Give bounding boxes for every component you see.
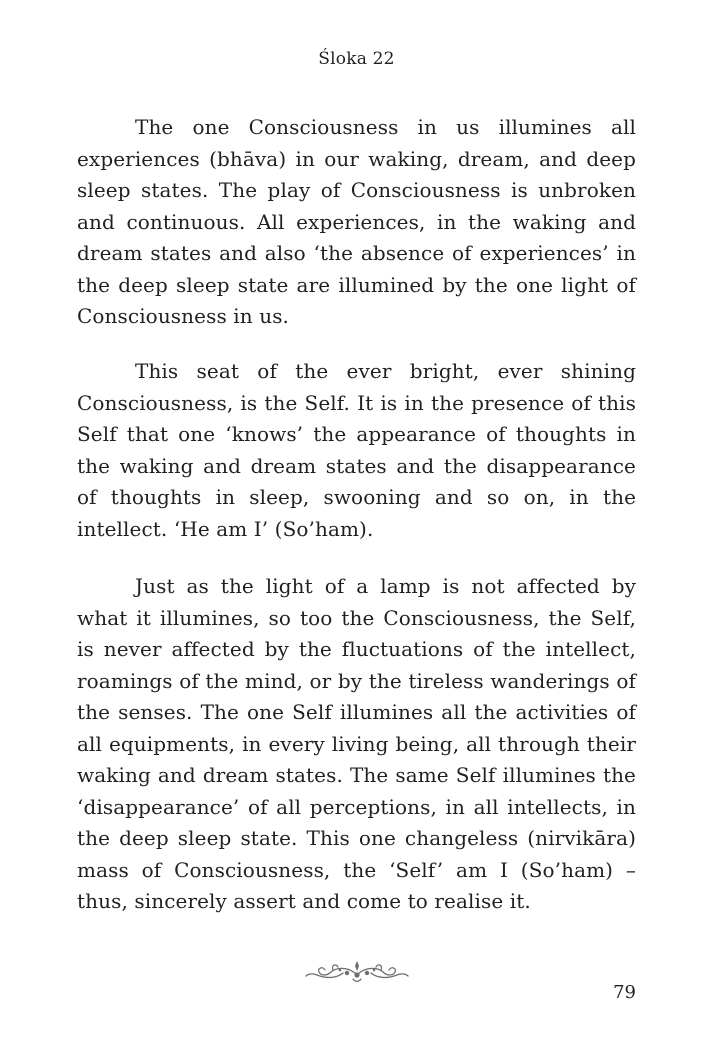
page-number: 79 (613, 982, 636, 1003)
running-header: Śloka 22 (318, 49, 395, 69)
paragraph-1: The one Consciousness in us illumines all experiences (bhāva) in our waking, dream, and deep sleep states. The play of Consciousness is unbroken and continuous. All experiences, in the waking and dream states and also ‘the absence of experiences’ in the deep sleep state are illumined by the one light of Consciousness in us. (77, 115, 636, 328)
paragraph-2: This seat of the ever bright, ever shining Consciousness, is the Self. It is in the presence of this Self that one ‘knows’ the appearance of thoughts in the waking and dream states and the disappearance of thoughts in sleep, swooning and so on, in the intellect. ‘He am I’ (So’ham). (77, 359, 636, 541)
floral-ornament-icon (303, 958, 411, 988)
paragraph-3: Just as the light of a lamp is not affected by what it illumines, so too the Consciousness, the Self, is never affected by the fluctuations of the intellect, roamings of the mind, or by the tireless wanderings of the senses. The one Self illumines all the activities of all equipments, in every living being, all through their waking and dream states. The same Self illumines the ‘disappearance’ of all perceptions, in all intellects, in the deep sleep state. This one changeless (nirvikāra) mass of Consciousness, the ‘Self’ am I (So’ham) – thus, sincerely assert and come to realise it. (77, 574, 636, 913)
